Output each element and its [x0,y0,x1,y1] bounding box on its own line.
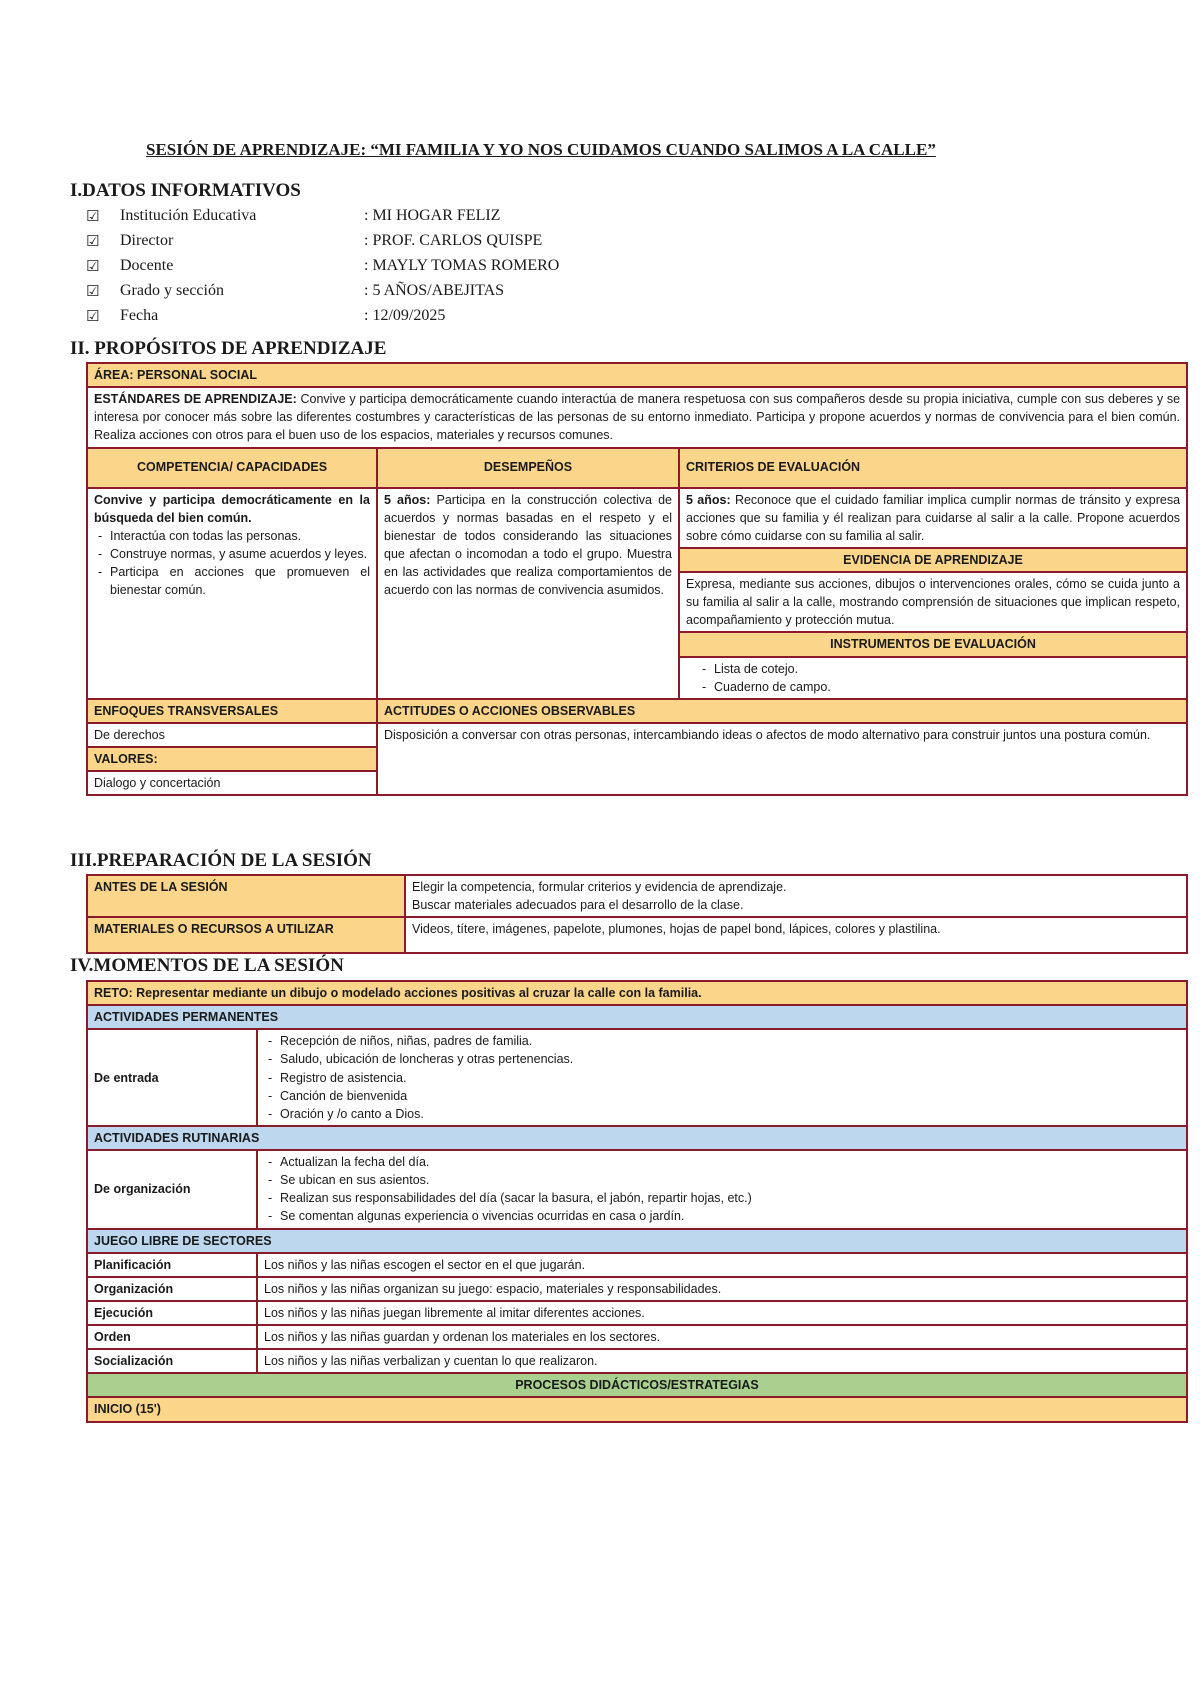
checkbox-icon: ☑ [86,306,100,325]
momentos-table [86,980,1188,1423]
heading-preparacion: III.PREPARACIÓN DE LA SESIÓN [70,850,372,871]
list-item: - Recepción de niños, niñas, padres de familia. [280,1032,1180,1050]
info-value: : 12/09/2025 [364,306,446,324]
criterios-header: CRITERIOS DE EVALUACIÓN [679,448,1187,488]
juego-label-ejecucion: Ejecución [87,1301,257,1325]
info-label: Director [120,231,174,249]
antes-cell [405,875,1187,917]
juego-header: JUEGO LIBRE DE SECTORES [87,1229,1187,1253]
info-value: : MAYLY TOMAS ROMERO [364,256,560,274]
info-row-director [86,228,664,253]
checkbox-icon: ☑ [86,281,100,300]
competencia-cell [87,488,377,699]
heading-datos-informativos: I.DATOS INFORMATIVOS [70,180,301,201]
info-label: Fecha [120,306,159,324]
desempenos-header: DESEMPEÑOS [377,448,679,488]
list-item: - Actualizan la fecha del día. [280,1153,1180,1171]
juego-text: Los niños y las niñas escogen el sector en el que jugarán. [257,1253,1187,1277]
info-label: Docente [120,256,174,274]
antes-item: Buscar materiales adecuados para el desarrollo de la clase. [412,898,744,913]
entrada-cell [257,1029,1187,1126]
organizacion-label: De organización [87,1150,257,1229]
list-item: - Se ubican en sus asientos. [280,1171,1180,1189]
list-item: - Realizan sus responsabilidades del día (sacar la basura, el jabón, repartir hojas, etc.) [280,1189,1180,1207]
list-item: - Participa en acciones que promueven el bienestar común. [110,563,370,599]
list-item: - Lista de cotejo. [714,660,1180,678]
juego-text: Los niños y las niñas organizan su juego: espacio, materiales y responsabilidades. [257,1277,1187,1301]
instrumentos-header: INSTRUMENTOS DE EVALUACIÓN [679,632,1187,656]
organizacion-cell [257,1150,1187,1229]
title-prefix: SESIÓN DE APRENDIZAJE: [146,140,367,159]
evidencia-header: EVIDENCIA DE APRENDIZAJE [679,548,1187,572]
antes-label: ANTES DE LA SESIÓN [87,875,405,917]
info-row-institucion [86,203,664,228]
list-item: - Interactúa con todas las personas. [110,527,370,545]
evidencia-cell: Expresa, mediante sus acciones, dibujos o intervenciones orales, cómo se cuida junto a su familia al salir a la calle, mostrando comprensión de situaciones que implican respeto, acompañamiento y protección mutua. [679,572,1187,632]
permanentes-header: ACTIVIDADES PERMANENTES [87,1005,1187,1029]
list-item: - Se comentan algunas experiencia o vivencias ocurridas en casa o jardín. [280,1207,1180,1225]
info-value: : 5 AÑOS/ABEJITAS [364,281,505,299]
criterio-label: 5 años: [686,492,731,507]
entrada-list [264,1032,1180,1123]
info-row-fecha [86,303,664,328]
materiales-cell: Videos, títere, imágenes, papelote, plumones, hojas de papel bond, lápices, colores y plastilina. [405,917,1187,953]
info-value: : PROF. CARLOS QUISPE [364,231,543,249]
estandares-text: Convive y participa democráticamente cuando interactúa de manera respetuosa con sus compañeros desde su propia iniciativa, cumple con sus deberes y se interesa por conocer más sobre las diferentes costumbres y características de las personas de su entorno inmediato. Participa y propone acuerdos y normas de convivencia para el bien común. Realiza acciones con otros para el buen uso de los espacios, materiales y recursos comunes. [94,392,1181,443]
juego-label-socializacion: Socialización [87,1349,257,1373]
propositos-table [86,362,1188,796]
list-item: - Saludo, ubicación de loncheras y otras pertenencias. [280,1050,1180,1068]
valor-value: Dialogo y concertación [87,771,377,795]
heading-propositos: II. PROPÓSITOS DE APRENDIZAJE [70,338,387,359]
organizacion-list [264,1153,1180,1226]
inicio-cell: INICIO (15') [87,1397,1187,1421]
list-item: - Oración y /o canto a Dios. [280,1105,1180,1123]
session-title [146,140,1146,160]
info-row-docente [86,253,664,278]
checkbox-icon: ☑ [86,231,100,250]
criterio-cell [679,488,1187,548]
preparacion-table [86,874,1188,954]
juego-text: Los niños y las niñas verbalizan y cuentan lo que realizaron. [257,1349,1187,1373]
enfoques-header: ENFOQUES TRANSVERSALES [87,699,377,723]
competencia-title: Convive y participa democráticamente en la búsqueda del bien común. [94,492,370,525]
list-item: - Registro de asistencia. [280,1069,1180,1087]
actitudes-header: ACTITUDES O ACCIONES OBSERVABLES [377,699,1187,723]
datos-informativos-list [86,203,664,328]
enfoque-value: De derechos [87,723,377,747]
list-item: - Canción de bienvenida [280,1087,1180,1105]
juego-label-organizacion: Organización [87,1277,257,1301]
estandares-label: ESTÁNDARES DE APRENDIZAJE: [94,392,297,407]
juego-text: Los niños y las niñas guardan y ordenan los materiales en los sectores. [257,1325,1187,1349]
reto-cell: RETO: Representar mediante un dibujo o modelado acciones positivas al cruzar la calle con la familia. [87,981,1187,1005]
checkbox-icon: ☑ [86,206,100,225]
desempeno-label: 5 años: [384,492,431,507]
capacidades-list [94,527,370,600]
juego-text: Los niños y las niñas juegan libremente al imitar diferentes acciones. [257,1301,1187,1325]
procesos-header: PROCESOS DIDÁCTICOS/ESTRATEGIAS [87,1373,1187,1397]
list-item: - Construye normas, y asume acuerdos y leyes. [110,545,370,563]
estandares-cell [87,387,1187,447]
actitudes-cell: Disposición a conversar con otras personas, intercambiando ideas o afectos de modo alternativo para construir juntos una postura común. [377,723,1187,795]
area-header: ÁREA: PERSONAL SOCIAL [87,363,1187,387]
competencia-header: COMPETENCIA/ CAPACIDADES [87,448,377,488]
instrumentos-cell [679,657,1187,699]
info-label: Institución Educativa [120,206,257,224]
heading-momentos: IV.MOMENTOS DE LA SESIÓN [70,955,344,976]
materiales-label: MATERIALES O RECURSOS A UTILIZAR [87,917,405,953]
criterio-text: Reconoce que el cuidado familiar implica cumplir normas de tránsito y expresa acciones que su familia y él realizan para cuidarse al salir a la calle. Propone acuerdos sobre cómo cuidarse con su familia al salir. [686,492,1181,543]
antes-item: Elegir la competencia, formular criterios y evidencia de aprendizaje. [412,880,787,894]
list-item: - Cuaderno de campo. [714,678,1180,696]
title-text: “MI FAMILIA Y YO NOS CUIDAMOS CUANDO SALIMOS A LA CALLE” [366,140,936,159]
info-value: : MI HOGAR FELIZ [364,206,501,224]
juego-label-planificacion: Planificación [87,1253,257,1277]
info-label: Grado y sección [120,281,224,299]
entrada-label: De entrada [87,1029,257,1126]
valores-header: VALORES: [87,747,377,771]
checkbox-icon: ☑ [86,256,100,275]
rutinarias-header: ACTIVIDADES RUTINARIAS [87,1126,1187,1150]
juego-label-orden: Orden [87,1325,257,1349]
desempeno-text: Participa en la construcción colectiva de acuerdos y normas basadas en el respeto y el bienestar de todos considerando las situaciones que afectan o incomodan a todo el grupo. Muestra en las actividades que realiza comportamientos de acuerdo con las normas de convivencia asumidos. [384,492,673,598]
info-row-grado [86,278,664,303]
instrumentos-list [686,660,1180,696]
desempeno-cell [377,488,679,699]
